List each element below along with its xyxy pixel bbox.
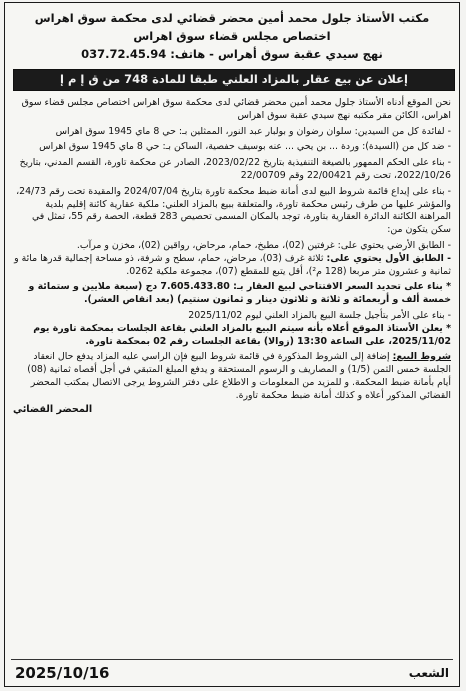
defendant-paragraph: - ضد كل من (السيدة): وردة ... بن يحي ... عنه بوسيف حفصية، الساكن بـ: حي 8 ماي 1945 سوق اهراس bbox=[39, 141, 451, 153]
publication-date: 2025/10/16 bbox=[15, 664, 110, 682]
first-floor-text: ثلاثة غرف (03)، مرحاض، حمام، سطح و شرفة، ذو مساحة إجمالية قدرها مائة و ثمانية و عشرون متر مربعا (128 م²)، أقل يتبع للمقطع (07)، مجموعة ملكية 0262. bbox=[14, 252, 451, 277]
announce-paragraph: * يعلن الأستاذ الموقع أعلاه بأنه سيتم البيع بالمزاد العلني بقاعة الجلسات بمحكمة تاورة يوم 2025/11/02، على الساعة 13:30 (زوالا) بقاعة الجلسات رقم 02 بمحكمة تاورة. bbox=[33, 322, 451, 347]
conditions-text: إضافة إلى الشروط المذكورة في قائمة شروط البيع فإن الراسي عليه المزاد يدفع حال انعقاد الجلسة خمس الثمن (1/5) و المصاريف و الرسوم المستحقة و يدفع المبلغ المتبقي في أجل أقصاه ثمانية (08) أيام بأمانة ضبط المحكمة. و للمزيد من المعلومات و الاطلاع على دفتر الشروط يرجى الاتصال بمكتب المحضر القضائي المذكور أعلاه و كذلك أمانة ضبط محكمة تاورة. bbox=[27, 351, 451, 401]
price-paragraph: * بناء على تحديد السعر الافتتاحي لبيع العقار بـ: 7.605.433.80 دج (سبعة ملايين و ستمائة و خمسة ألف و أربعمائة و ثلاثة و ثلاثون دينار و ثمانون سنتيم) (بعد انقاص العشر). bbox=[28, 281, 451, 306]
newspaper-name: الشعب bbox=[408, 666, 449, 680]
office-address: نهج سيدي عقبة سوق أهراس - هاتف: 037.72.45.94 bbox=[81, 47, 383, 61]
order-paragraph: - بناء على الأمر بتأجيل جلسة البيع بالمزاد العلني ليوم 2025/11/02 bbox=[188, 309, 451, 321]
jurisdiction: اختصاص مجلس قضاء سوق اهراس bbox=[133, 29, 331, 43]
publication-row bbox=[5, 664, 459, 682]
notice-body bbox=[5, 97, 459, 403]
first-floor-paragraph bbox=[13, 253, 451, 279]
legal-notice bbox=[4, 2, 460, 687]
separator-line bbox=[11, 659, 453, 660]
plaintiff-paragraph: - لفائدة كل من السيدين: سلوان رضوان و بولبار عبد النور، الممثلين بـ: حي 8 ماي 1945 سوق اهراس bbox=[55, 125, 451, 137]
office-name: مكتب الأستاذ جلول محمد أمين محضر قضائي لدى محكمة سوق اهراس bbox=[34, 11, 430, 25]
deposit-paragraph: - بناء على إيداع قائمة شروط البيع لدى أمانة ضبط محكمة تاورة بتاريخ 2024/07/04 والمقيدة تحت رقم 24/73، والمؤشر عليها من طرف رئيس محكمة تاورة، والمتعلقة ببيع بالمزاد العلني: ملكية عقارية كائنة إقليم بلدية المراهنة الكائنة الدائرة العقارية بتاورة، توجد بالمكان المسمى تحصيص 283 قطعة، الحصة رقم 55، تمثل في سكن يتكون من: bbox=[16, 185, 451, 236]
signature-label: المحضر القضائي bbox=[13, 403, 93, 415]
first-floor-label: - الطابق الأول يحتوي على: bbox=[326, 252, 451, 264]
ground-floor-paragraph: - الطابق الأرضي يحتوي على: غرفتين (02)، مطبخ، حمام، مرحاض، رواقين (02)، مخزن و مرآب. bbox=[76, 239, 451, 251]
conditions-paragraph bbox=[13, 351, 451, 402]
intro-paragraph: نحن الموقع أدناه الأستاذ جلول محمد أمين محضر قضائي لدى محكمة سوق اهراس اختصاص مجلس قضاء سوق اهراس، الكائن مقر مكتبه نهج سيدي عقبة سوق اهراس bbox=[21, 97, 451, 121]
conditions-label: شروط البيع: bbox=[392, 351, 451, 363]
judgment-paragraph: - بناء على الحكم الممهور بالصيغة التنفيذية بتاريخ 2023/02/22، الصادر عن محكمة تاورة، القسم المدني، بتاريخ 2022/10/26، تحت رقم 22/00421 وقم 22/00709 bbox=[19, 157, 451, 181]
notice-title-banner: إعلان عن بيع عقار بالمزاد العلني طبقا للمادة 748 من ق إ م إ bbox=[13, 69, 455, 91]
signature-row bbox=[5, 403, 459, 416]
notice-header bbox=[5, 9, 459, 63]
